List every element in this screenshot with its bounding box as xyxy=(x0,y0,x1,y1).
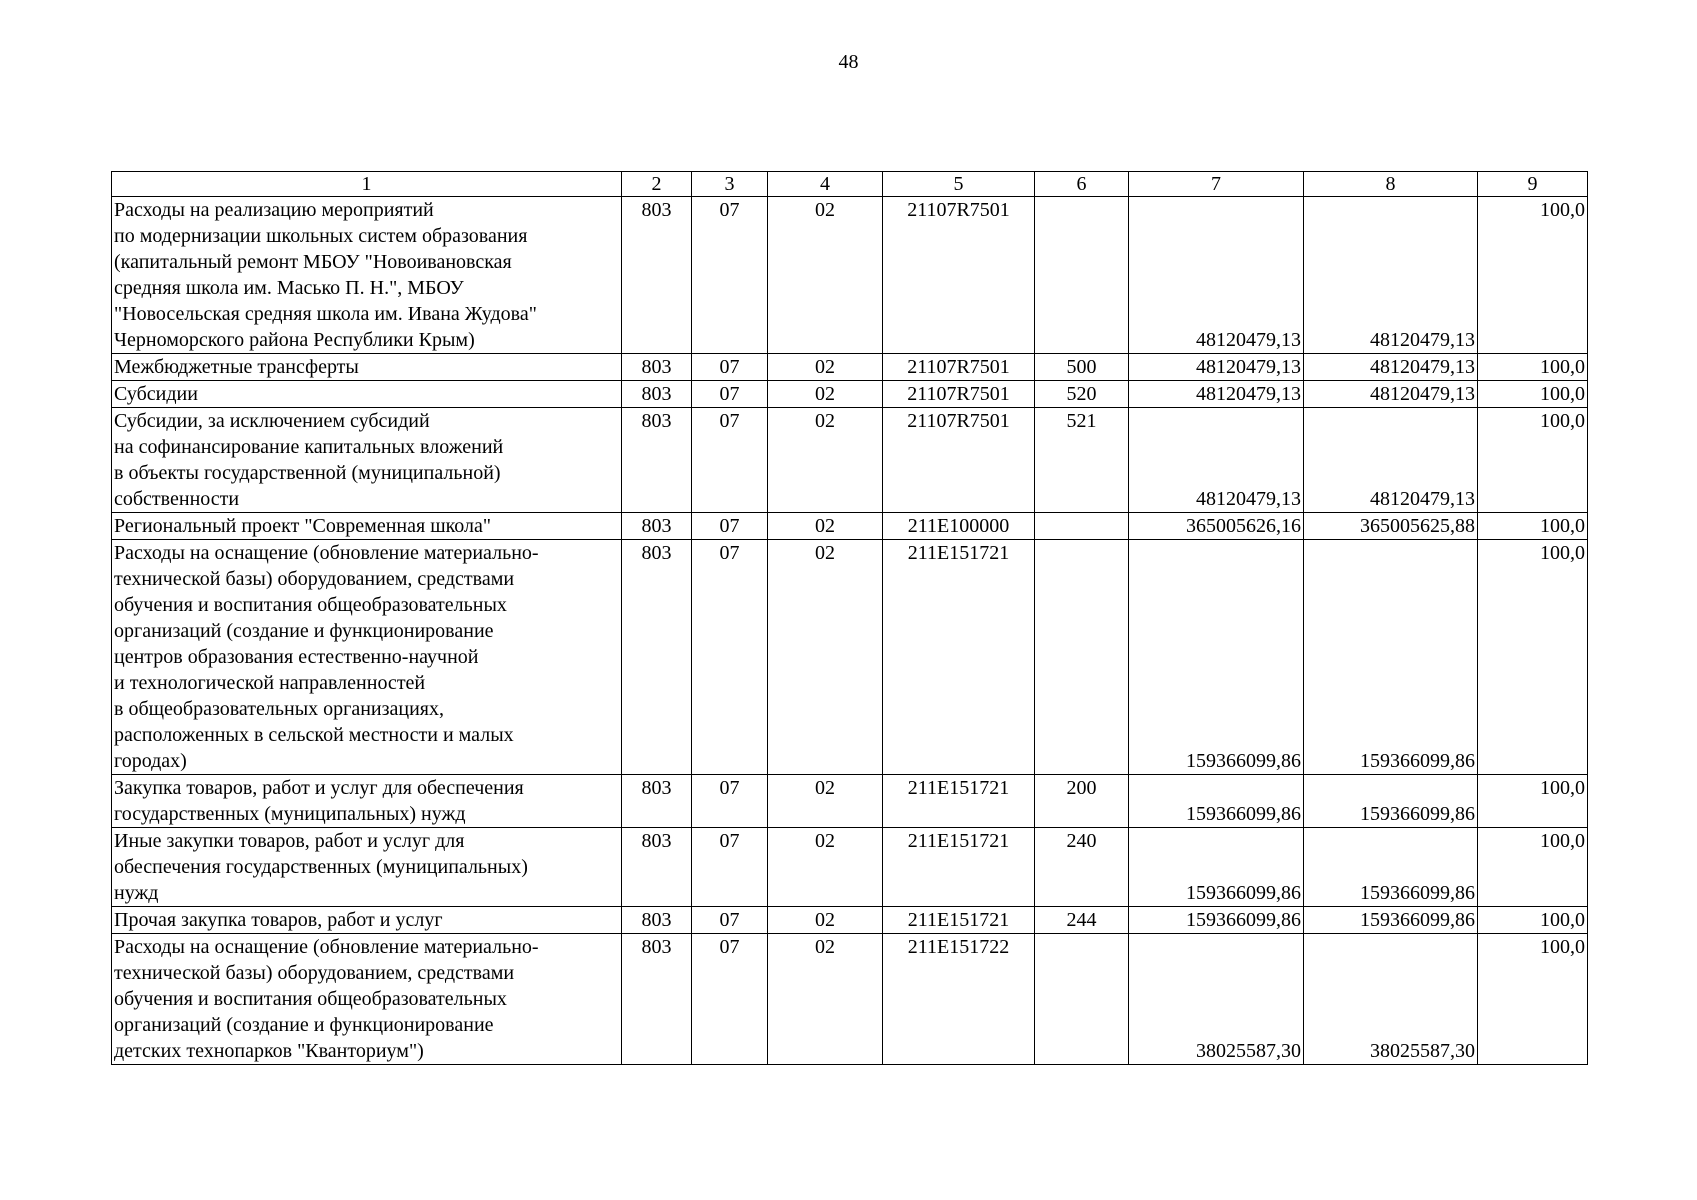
planned-amount-cell: 48120479,13 xyxy=(1129,408,1304,513)
target-article-cell: 211E151721 xyxy=(883,540,1035,775)
target-article-cell: 211E151721 xyxy=(883,828,1035,907)
table-row xyxy=(112,934,1588,1065)
planned-amount-cell: 48120479,13 xyxy=(1129,354,1304,381)
section-code-cell: 07 xyxy=(692,354,768,381)
target-article-cell: 211E151721 xyxy=(883,907,1035,934)
expense-type-cell: 500 xyxy=(1035,354,1129,381)
header-cell: 7 xyxy=(1129,172,1304,197)
planned-amount-cell: 365005626,16 xyxy=(1129,513,1304,540)
subsection-code-cell: 02 xyxy=(768,540,883,775)
row-name-cell: Закупка товаров, работ и услуг для обеспечения государственных (муниципальных) нужд xyxy=(112,775,622,828)
target-article-cell: 21107R7501 xyxy=(883,354,1035,381)
row-name-cell: Расходы на реализацию мероприятий по модернизации школьных систем образования (капитальный ремонт МБОУ "Новоивановская средняя школа им. Масько П. Н.", МБОУ "Новосельская средняя школа им. Ивана Жудова" Черноморского района Республики Крым) xyxy=(112,197,622,354)
target-article-cell: 21107R7501 xyxy=(883,197,1035,354)
percent-cell: 100,0 xyxy=(1478,934,1588,1065)
gov-code-cell: 803 xyxy=(622,775,692,828)
percent-cell: 100,0 xyxy=(1478,513,1588,540)
subsection-code-cell: 02 xyxy=(768,197,883,354)
table-row xyxy=(112,775,1588,828)
percent-cell: 100,0 xyxy=(1478,907,1588,934)
target-article-cell: 211E151722 xyxy=(883,934,1035,1065)
section-code-cell: 07 xyxy=(692,540,768,775)
table-row xyxy=(112,408,1588,513)
row-name-cell: Субсидии, за исключением субсидий на софинансирование капитальных вложений в объекты государственной (муниципальной) собственности xyxy=(112,408,622,513)
expense-type-cell xyxy=(1035,197,1129,354)
gov-code-cell: 803 xyxy=(622,540,692,775)
row-name-cell: Расходы на оснащение (обновление материально- технической базы) оборудованием, средствами обучения и воспитания общеобразовательных организаций (создание и функционирование центров образования естественно-научной и технологической направленностей в общеобразовательных организациях, расположенных в сельской местности и малых городах) xyxy=(112,540,622,775)
expense-type-cell: 521 xyxy=(1035,408,1129,513)
planned-amount-cell: 159366099,86 xyxy=(1129,775,1304,828)
table-row xyxy=(112,907,1588,934)
percent-cell: 100,0 xyxy=(1478,828,1588,907)
target-article-cell: 21107R7501 xyxy=(883,408,1035,513)
planned-amount-cell: 159366099,86 xyxy=(1129,540,1304,775)
actual-amount-cell: 159366099,86 xyxy=(1304,828,1478,907)
expense-type-cell: 200 xyxy=(1035,775,1129,828)
header-cell: 5 xyxy=(883,172,1035,197)
target-article-cell: 211E151721 xyxy=(883,775,1035,828)
header-cell: 3 xyxy=(692,172,768,197)
header-cell: 2 xyxy=(622,172,692,197)
percent-cell: 100,0 xyxy=(1478,354,1588,381)
subsection-code-cell: 02 xyxy=(768,381,883,408)
expense-type-cell: 240 xyxy=(1035,828,1129,907)
row-name-cell: Расходы на оснащение (обновление материально- технической базы) оборудованием, средствами обучения и воспитания общеобразовательных организаций (создание и функционирование детских технопарков "Кванториум") xyxy=(112,934,622,1065)
row-name-cell: Межбюджетные трансферты xyxy=(112,354,622,381)
table-row xyxy=(112,197,1588,354)
percent-cell: 100,0 xyxy=(1478,381,1588,408)
planned-amount-cell: 48120479,13 xyxy=(1129,197,1304,354)
percent-cell: 100,0 xyxy=(1478,775,1588,828)
section-code-cell: 07 xyxy=(692,197,768,354)
gov-code-cell: 803 xyxy=(622,828,692,907)
section-code-cell: 07 xyxy=(692,828,768,907)
actual-amount-cell: 159366099,86 xyxy=(1304,775,1478,828)
percent-cell: 100,0 xyxy=(1478,197,1588,354)
header-cell: 8 xyxy=(1304,172,1478,197)
actual-amount-cell: 48120479,13 xyxy=(1304,381,1478,408)
row-name-cell: Иные закупки товаров, работ и услуг для обеспечения государственных (муниципальных) нужд xyxy=(112,828,622,907)
actual-amount-cell: 159366099,86 xyxy=(1304,907,1478,934)
section-code-cell: 07 xyxy=(692,513,768,540)
header-cell: 6 xyxy=(1035,172,1129,197)
planned-amount-cell: 38025587,30 xyxy=(1129,934,1304,1065)
table-row xyxy=(112,381,1588,408)
subsection-code-cell: 02 xyxy=(768,907,883,934)
row-name-cell: Региональный проект "Современная школа" xyxy=(112,513,622,540)
table-body xyxy=(112,197,1588,1065)
expense-type-cell xyxy=(1035,540,1129,775)
actual-amount-cell: 48120479,13 xyxy=(1304,354,1478,381)
table-row xyxy=(112,828,1588,907)
table-row xyxy=(112,354,1588,381)
budget-table xyxy=(111,171,1588,1065)
subsection-code-cell: 02 xyxy=(768,408,883,513)
target-article-cell: 21107R7501 xyxy=(883,381,1035,408)
actual-amount-cell: 48120479,13 xyxy=(1304,197,1478,354)
actual-amount-cell: 48120479,13 xyxy=(1304,408,1478,513)
planned-amount-cell: 159366099,86 xyxy=(1129,828,1304,907)
gov-code-cell: 803 xyxy=(622,408,692,513)
section-code-cell: 07 xyxy=(692,408,768,513)
section-code-cell: 07 xyxy=(692,934,768,1065)
gov-code-cell: 803 xyxy=(622,513,692,540)
percent-cell: 100,0 xyxy=(1478,540,1588,775)
expense-type-cell: 244 xyxy=(1035,907,1129,934)
actual-amount-cell: 365005625,88 xyxy=(1304,513,1478,540)
planned-amount-cell: 48120479,13 xyxy=(1129,381,1304,408)
gov-code-cell: 803 xyxy=(622,934,692,1065)
actual-amount-cell: 38025587,30 xyxy=(1304,934,1478,1065)
expense-type-cell: 520 xyxy=(1035,381,1129,408)
expense-type-cell xyxy=(1035,934,1129,1065)
table-row xyxy=(112,513,1588,540)
page-number: 48 xyxy=(838,51,859,73)
table-row xyxy=(112,540,1588,775)
gov-code-cell: 803 xyxy=(622,907,692,934)
actual-amount-cell: 159366099,86 xyxy=(1304,540,1478,775)
header-cell: 9 xyxy=(1478,172,1588,197)
expense-type-cell xyxy=(1035,513,1129,540)
target-article-cell: 211E100000 xyxy=(883,513,1035,540)
subsection-code-cell: 02 xyxy=(768,828,883,907)
section-code-cell: 07 xyxy=(692,907,768,934)
percent-cell: 100,0 xyxy=(1478,408,1588,513)
subsection-code-cell: 02 xyxy=(768,513,883,540)
planned-amount-cell: 159366099,86 xyxy=(1129,907,1304,934)
row-name-cell: Прочая закупка товаров, работ и услуг xyxy=(112,907,622,934)
section-code-cell: 07 xyxy=(692,381,768,408)
gov-code-cell: 803 xyxy=(622,354,692,381)
section-code-cell: 07 xyxy=(692,775,768,828)
header-cell: 4 xyxy=(768,172,883,197)
gov-code-cell: 803 xyxy=(622,197,692,354)
subsection-code-cell: 02 xyxy=(768,934,883,1065)
gov-code-cell: 803 xyxy=(622,381,692,408)
subsection-code-cell: 02 xyxy=(768,775,883,828)
header-cell: 1 xyxy=(112,172,622,197)
row-name-cell: Субсидии xyxy=(112,381,622,408)
subsection-code-cell: 02 xyxy=(768,354,883,381)
header-row xyxy=(112,172,1588,197)
